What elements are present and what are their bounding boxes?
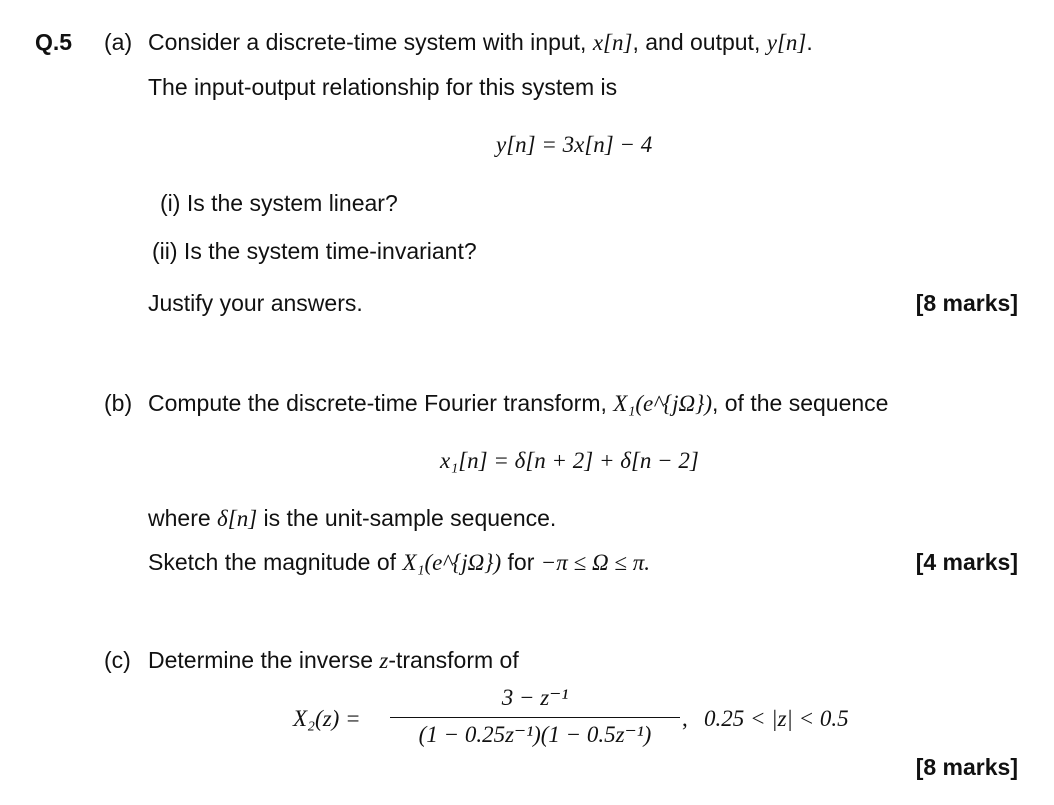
- part-c-lhs: X₂(z) =: [293, 706, 361, 731]
- part-a-line2: The input-output relationship for this system is: [148, 74, 618, 100]
- part-b-sketch-symbol: X₁(e^{jΩ}): [402, 550, 502, 575]
- part-c-comma: ,: [682, 706, 688, 731]
- part-c-line1: [148, 647, 519, 674]
- part-a-input-symbol: x[n]: [592, 30, 633, 55]
- part-b-line1-text: Compute the discrete-time Fourier transform,: [148, 390, 607, 416]
- part-c-fraction-bar: [390, 717, 680, 718]
- part-c-roc: 0.25 < |z| < 0.5: [704, 706, 849, 731]
- part-b-label: (b): [104, 390, 133, 416]
- part-c-line1-pre: Determine the inverse: [148, 647, 373, 673]
- part-c-label: (c): [104, 647, 131, 673]
- part-a-equation: y[n] = 3x[n] − 4: [496, 132, 653, 157]
- part-a-marks: [8 marks]: [915, 290, 1018, 316]
- part-a-subquestion-i: (i) Is the system linear?: [160, 190, 398, 216]
- part-b-equation: x₁[n] = δ[n + 2] + δ[n − 2]: [440, 448, 699, 473]
- part-c-numerator: 3 − z⁻¹: [501, 685, 569, 710]
- part-a-output-symbol: y[n]: [766, 30, 807, 55]
- part-b-where-post: is the unit-sample sequence.: [263, 505, 557, 531]
- part-b-where-pre: where: [148, 505, 211, 531]
- part-c-line1-post: -transform of: [388, 647, 519, 673]
- part-a-label: (a): [104, 29, 133, 55]
- part-a-justify: Justify your answers.: [148, 290, 363, 316]
- part-b-sketch-pre: Sketch the magnitude of: [148, 549, 397, 575]
- part-a-line1-text: Consider a discrete-time system with input,: [148, 29, 587, 55]
- part-c-denominator: (1 − 0.25z⁻¹)(1 − 0.5z⁻¹): [418, 722, 652, 747]
- part-c-z-symbol: z: [379, 648, 389, 673]
- part-a-line1: [148, 29, 813, 56]
- part-b-marks: [4 marks]: [915, 549, 1018, 575]
- part-b-delta-symbol: δ[n]: [217, 506, 258, 531]
- part-a-line1-end: .: [806, 29, 813, 55]
- part-a-subquestion-ii: (ii) Is the system time-invariant?: [152, 238, 477, 264]
- question-number: Q.5: [35, 29, 73, 55]
- part-b-where-line: [148, 505, 556, 532]
- part-b-line1: [148, 390, 888, 417]
- part-b-sketch-mid: for: [507, 549, 535, 575]
- part-b-line1-end: , of the sequence: [711, 390, 889, 416]
- part-c-marks: [8 marks]: [915, 754, 1018, 780]
- part-b-dtft-symbol: X₁(e^{jΩ}): [613, 391, 712, 416]
- part-b-sketch-range: −π ≤ Ω ≤ π.: [540, 550, 650, 575]
- part-a-line1-mid: , and output,: [632, 29, 761, 55]
- part-b-sketch-line: [148, 549, 650, 576]
